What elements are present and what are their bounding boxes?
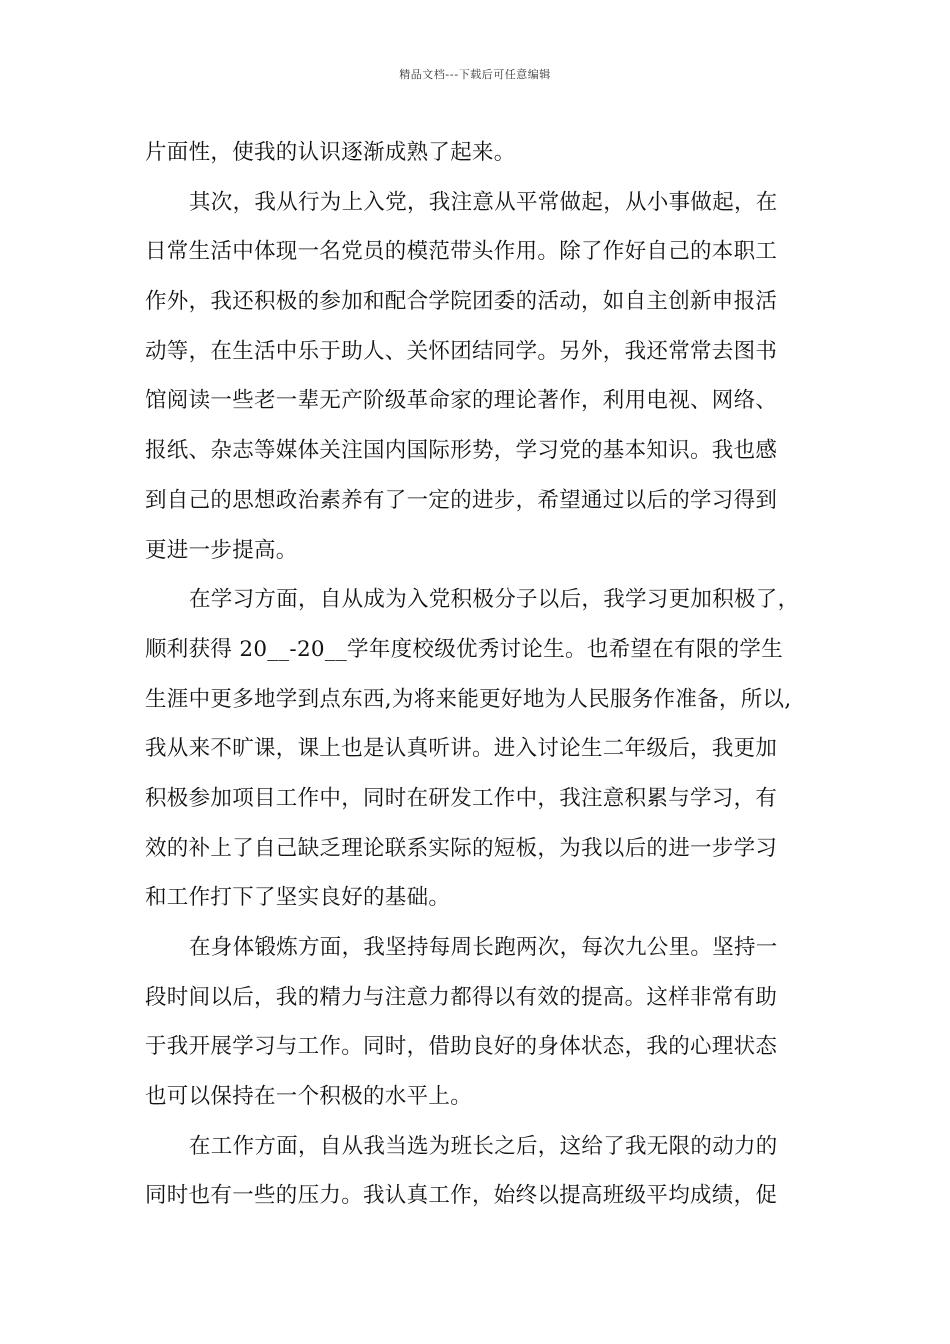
text-line: 馆阅读一些老一辈无产阶级革命家的理论著作，利用电视、网络、 bbox=[145, 388, 778, 414]
text-line: 片面性，使我的认识逐渐成熟了起来。 bbox=[145, 140, 516, 165]
text-line: 日常生活中体现一名党员的模范带头作用。除了作好自己的本职工 bbox=[145, 239, 778, 265]
text-line: 动等，在生活中乐于助人、关怀团结同学。另外，我还常常去图书 bbox=[145, 338, 778, 364]
text-line: 积极参加项目工作中，同时在研发工作中，我注意积累与学习，有 bbox=[145, 785, 778, 811]
text-line: 同时也有一些的压力。我认真工作，始终以提高班级平均成绩，促 bbox=[145, 1183, 778, 1209]
text-line: 我从来不旷课，课上也是认真听讲。进入讨论生二年级后，我更加 bbox=[145, 736, 778, 762]
text-line: 到自己的思想政治素养有了一定的进步，希望通过以后的学习得到 bbox=[145, 487, 778, 513]
text-line: 也可以保持在一个积极的水平上。 bbox=[145, 1084, 473, 1110]
text-line: 顺利获得 20__-20__学年度校级优秀讨论生。也希望在有限的学生 bbox=[145, 636, 784, 662]
text-line: 报纸、杂志等媒体关注国内国际形势，学习党的基本知识。我也感 bbox=[145, 438, 778, 464]
document-body bbox=[145, 128, 815, 1221]
text-line: 在学习方面，自从成为入党积极分子以后，我学习更加积极了， bbox=[189, 587, 800, 613]
text-line: 和工作打下了坚实良好的基础。 bbox=[145, 885, 451, 911]
text-line: 更进一步提高。 bbox=[145, 537, 298, 563]
text-line: 其次，我从行为上入党，我注意从平常做起，从小事做起，在 bbox=[189, 189, 778, 215]
text-line: 作外，我还积极的参加和配合学院团委的活动，如自主创新申报活 bbox=[145, 289, 778, 315]
text-line: 效的补上了自己缺乏理论联系实际的短板，为我以后的进一步学习 bbox=[145, 835, 778, 861]
text-line: 在身体锻炼方面，我坚持每周长跑两次，每次九公里。坚持一 bbox=[189, 935, 778, 960]
page-header: 精品文档---下载后可任意编辑 bbox=[399, 68, 551, 81]
text-line: 于我开展学习与工作。同时，借助良好的身体状态，我的心理状态 bbox=[145, 1034, 778, 1060]
text-line: 在工作方面，自从我当选为班长之后，这给了我无限的动力的 bbox=[189, 1133, 778, 1159]
text-line: 生涯中更多地学到点东西,为将来能更好地为人民服务作准备，所以, bbox=[145, 686, 792, 712]
text-line: 段时间以后，我的精力与注意力都得以有效的提高。这样非常有助 bbox=[145, 984, 778, 1010]
